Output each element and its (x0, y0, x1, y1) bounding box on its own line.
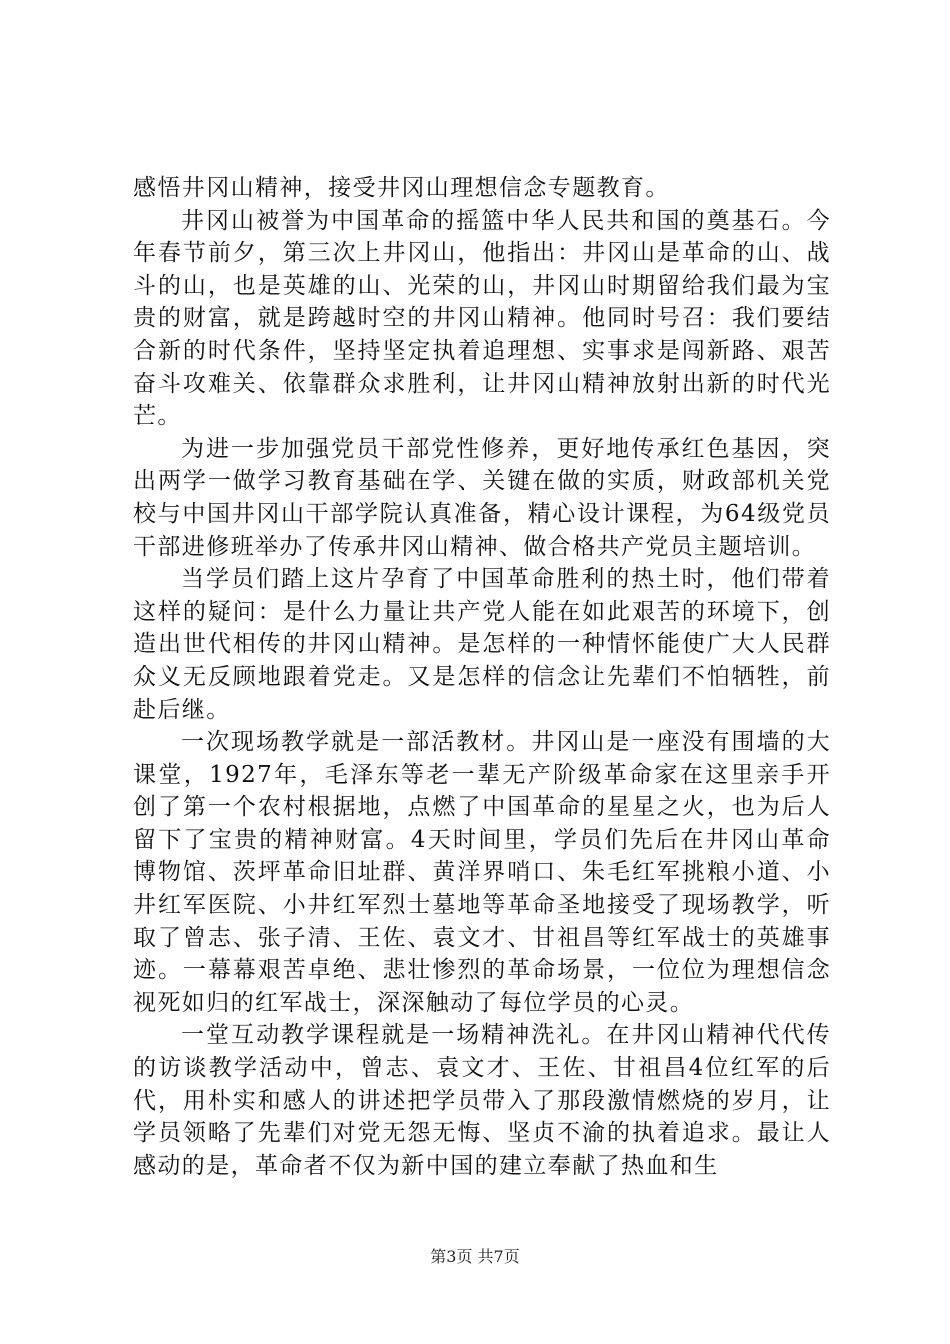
paragraph: 为进一步加强党员干部党性修养，更好地传承红色基因，突出两学一做学习教育基础在学、关键在做的实质，财政部机关党校与中国井冈山干部学院认真准备，精心设计课程，为64级党员干部进修班举办了传承井冈山精神、做合格共产党员主题培训。 (133, 435, 831, 560)
paragraph: 当学员们踏上这片孕育了中国革命胜利的热土时，他们带着这样的疑问：是什么力量让共产党人能在如此艰苦的环境下，创造出世代相传的井冈山精神。是怎样的一种情怀能使广大人民群众义无反顾地跟着党走。又是怎样的信念让先辈们不怕牺牲，前赴后继。 (133, 566, 831, 723)
document-body (133, 172, 831, 1182)
paragraph: 感悟井冈山精神，接受井冈山理想信念专题教育。 (133, 175, 670, 201)
paragraph: 一堂互动教学课程就是一场精神洗礼。在井冈山精神代代传的访谈教学活动中，曾志、袁文才、王佐、甘祖昌4位红军的后代，用朴实和感人的讲述把学员带入了那段激情燃烧的岁月，让学员领略了先辈们对党无怨无悔、坚贞不渝的执着追求。最让人感动的是，革命者不仅为新中国的建立奉献了热血和生 (133, 1022, 831, 1179)
page-number-footer: 第3页 共7页 (430, 1247, 520, 1266)
paragraph: 井冈山被誉为中国革命的摇篮中华人民共和国的奠基石。今年春节前夕，第三次上井冈山，他指出：井冈山是革命的山、战斗的山，也是英雄的山、光荣的山，井冈山时期留给我们最为宝贵的财富，就是跨越时空的井冈山精神。他同时号召：我们要结合新的时代条件，坚持坚定执着追理想、实事求是闯新路、艰苦奋斗攻难关、依靠群众求胜利，让井冈山精神放射出新的时代光芒。 (133, 207, 831, 430)
paragraph: 一次现场教学就是一部活教材。井冈山是一座没有围墙的大课堂，1927年，毛泽东等老一辈无产阶级革命家在这里亲手开创了第一个农村根据地，点燃了中国革命的星星之火，也为后人留下了宝贵的精神财富。4天时间里，学员们先后在井冈山革命博物馆、茨坪革命旧址群、黄洋界哨口、朱毛红军挑粮小道、小井红军医院、小井红军烈士墓地等革命圣地接受了现场教学，听取了曾志、张子清、王佐、袁文才、甘祖昌等红军战士的英雄事迹。一幕幕艰苦卓绝、悲壮惨烈的革命场景，一位位为理想信念视死如归的红军战士，深深触动了每位学员的心灵。 (133, 729, 831, 1016)
